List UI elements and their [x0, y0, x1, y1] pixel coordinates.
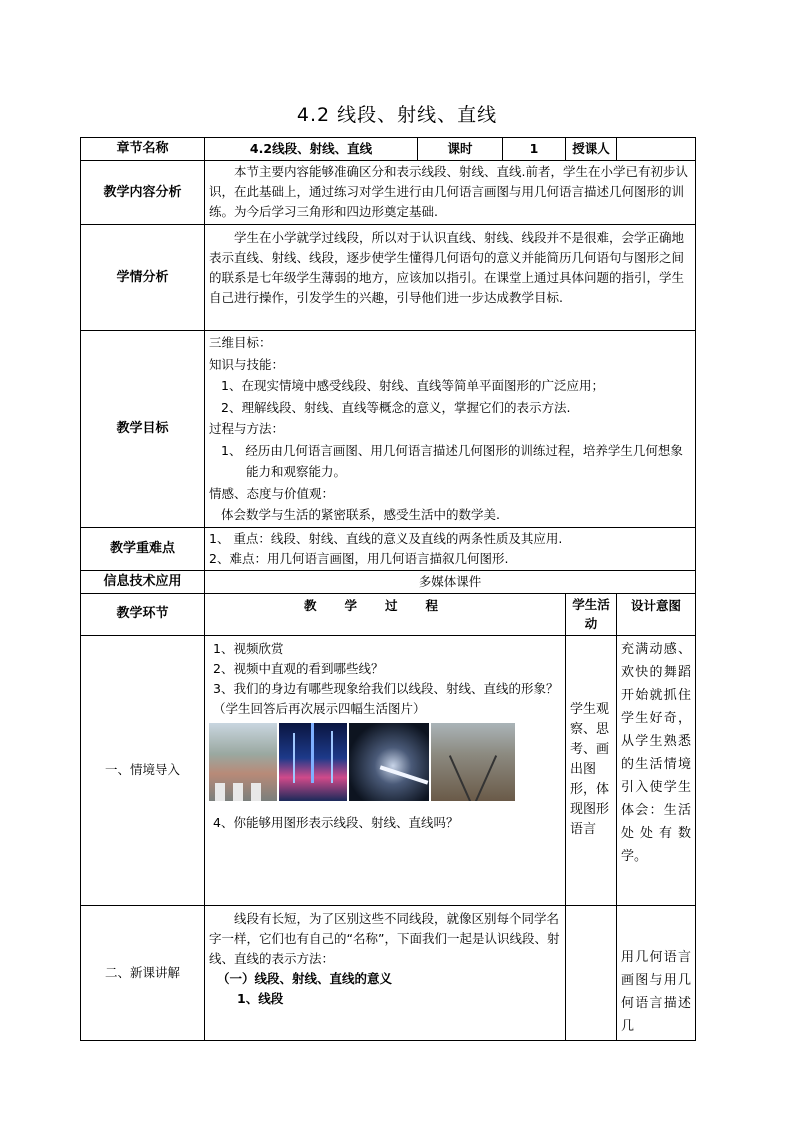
teacher-value [617, 138, 696, 161]
key-points-row [81, 527, 696, 570]
section1-stage: 一、情境导入 [81, 635, 205, 905]
teacher-label: 授课人 [566, 138, 617, 161]
stage-header: 教学环节 [81, 593, 205, 635]
chapter-value: 4.2线段、射线、直线 [205, 138, 418, 161]
key-point-line: 2、难点：用几何语言画图，用几何语言描叙几何图形. [209, 550, 509, 566]
section2-purpose: 用几何语言画图与用几何语言描述几 [617, 905, 696, 1040]
objective-line: 知识与技能： [209, 356, 285, 372]
section2-row [81, 905, 696, 1040]
tech-label: 信息技术应用 [81, 570, 205, 593]
key-points-label: 教学重难点 [81, 527, 205, 570]
objectives-row [81, 331, 696, 528]
objectives-label: 教学目标 [81, 331, 205, 528]
period-label: 课时 [418, 138, 503, 161]
activity-header: 学生活动 [566, 593, 617, 635]
objective-line: 1、 经历由几何语言画图、用几何语言描述几何图形的训练过程，培养学生几何想象能力和观察能力。 [221, 442, 683, 479]
process-text: 线段有长短，为了区别这些不同线段，就像区别每个同学名字一样，它们也有自己的“名称”，下面我们一起是认识线段、射线、直线的表示方法： [209, 910, 560, 966]
objective-line: 过程与方法： [209, 421, 285, 436]
process-header: 教学过程 [205, 593, 566, 635]
car-headlight-photo [349, 723, 429, 801]
section1-process [205, 635, 566, 905]
key-point-line: 1、 重点：线段、射线、直线的意义及直线的两条性质及其应用. [209, 530, 563, 546]
process-line: 2、视频中直观的看到哪些线？ [213, 660, 384, 676]
purpose-header: 设计意图 [617, 593, 696, 635]
content-analysis-text: 本节主要内容能够准确区分和表示线段、射线、直线.前者，学生在小学已有初步认识，在此基础上，通过练习对学生进行由几何语言画图与用几何语言描述几何图形的训练。为今后学习三角形和四边形奠定基础. [205, 161, 696, 225]
section2-process [205, 905, 566, 1040]
period-value: 1 [503, 138, 566, 161]
objective-line: 2、理解线段、射线、直线等概念的意义，掌握它们的表示方法. [221, 399, 571, 415]
process-subheading: （一）线段、射线、直线的意义 [217, 970, 393, 986]
process-item: 1、线段 [237, 990, 284, 1006]
objective-line: 1、在现实情境中感受线段、射线、直线等简单平面图形的广泛应用； [221, 378, 604, 393]
process-line: 3、我们的身边有哪些现象给我们以线段、射线、直线的形象？（学生回答后再次展示四幅生活图片） [213, 680, 559, 716]
process-header-row [81, 593, 696, 635]
life-photos [209, 723, 561, 801]
process-line: 1、视频欣赏 [213, 640, 284, 656]
chapter-label: 章节名称 [81, 138, 205, 161]
section2-stage: 二、新课讲解 [81, 905, 205, 1040]
section1-purpose: 充满动感、欢快的舞蹈开始就抓住学生好奇，从学生熟悉的生活情境引入使学生体会：生活处处有数学。 [617, 635, 696, 905]
content-analysis-label: 教学内容分析 [81, 161, 205, 225]
tech-value: 多媒体课件 [205, 570, 696, 593]
student-analysis-row [81, 225, 696, 331]
page-title: 4.2 线段、射线、直线 [296, 104, 498, 126]
tech-row [81, 570, 696, 593]
section1-row [81, 635, 696, 905]
process-line: 4、你能够用图形表示线段、射线、直线吗？ [213, 814, 459, 830]
street-photo [209, 723, 277, 801]
content-analysis-row [81, 161, 696, 225]
railway-photo [431, 723, 515, 801]
objectives-cell [205, 331, 696, 528]
lesson-plan-table [80, 137, 696, 1041]
objective-line: 情感、态度与价值观： [209, 485, 335, 501]
objective-line: 体会数学与生活的紧密联系，感受生活中的数学美. [221, 507, 500, 522]
section1-activity: 学生观察、思考、画出图形，体现图形语言 [566, 635, 617, 905]
header-row [81, 138, 696, 161]
key-points-cell [205, 527, 696, 570]
objective-line: 三维目标： [209, 335, 272, 350]
student-analysis-label: 学情分析 [81, 225, 205, 331]
section2-activity [566, 905, 617, 1040]
student-analysis-text: 学生在小学就学过线段，所以对于认识直线、射线、线段并不是很难，会学正确地表示直线、射线、线段，逐步使学生懂得几何语句的意义并能简历几何语句与图形之间的联系是七年级学生薄弱的地方，应该加以指引。在课堂上通过具体问题的指引，学生自己进行操作，引发学生的兴趣，引导他们进一步达成教学目标. [205, 225, 696, 331]
light-show-photo [279, 723, 347, 801]
